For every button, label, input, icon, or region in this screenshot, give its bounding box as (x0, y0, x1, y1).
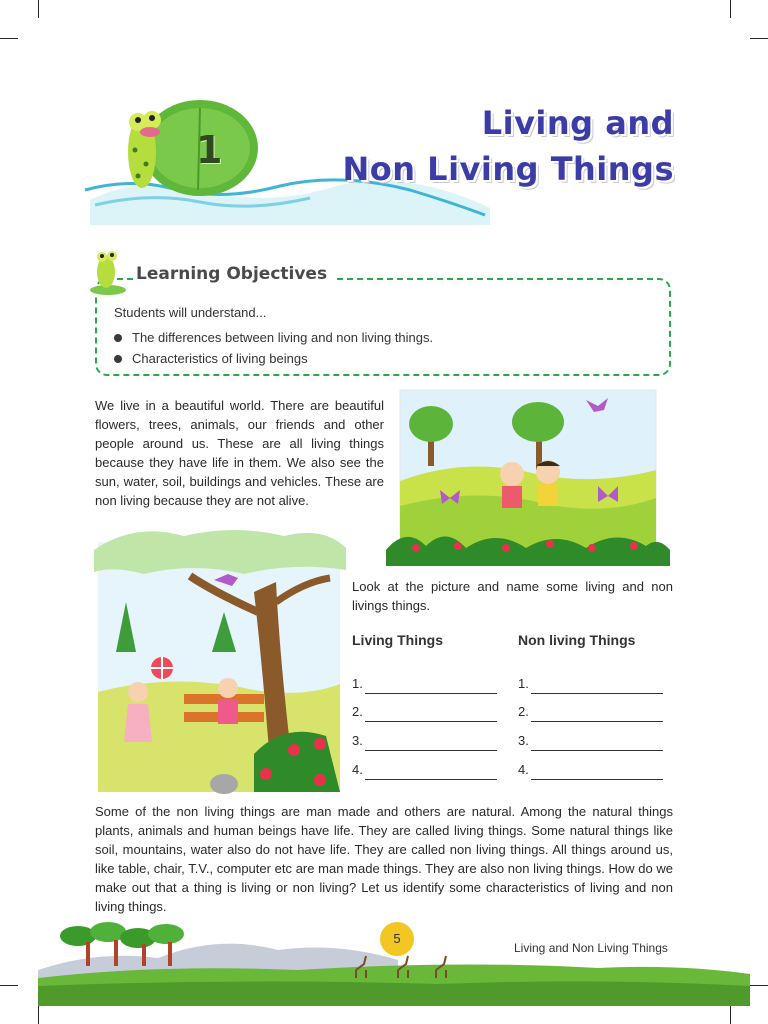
chapter-title-line2: Non Living Things (342, 150, 674, 188)
crop-mark (730, 1006, 731, 1024)
row-number: 1. (352, 676, 363, 691)
crop-mark (38, 1006, 39, 1024)
crop-mark (0, 985, 18, 986)
running-title: Living and Non Living Things (514, 941, 668, 955)
page-number-badge: 5 (380, 922, 414, 956)
row-number: 2. (518, 704, 529, 719)
living-column-heading: Living Things (352, 632, 443, 648)
crop-mark (0, 38, 18, 39)
list-item: The differences between living and non living things. (114, 327, 433, 348)
answer-line[interactable] (531, 765, 663, 780)
living-answer-row (352, 760, 497, 780)
living-answer-row (352, 702, 497, 722)
chapter-number: 1 (196, 128, 223, 172)
answer-line[interactable] (365, 679, 497, 694)
frog-icon (86, 244, 130, 296)
crop-mark (730, 0, 731, 18)
crop-mark (750, 985, 768, 986)
row-number: 1. (518, 676, 529, 691)
answer-line[interactable] (365, 707, 497, 722)
answer-line[interactable] (365, 765, 497, 780)
non-living-answer-row (518, 702, 663, 722)
answer-line[interactable] (531, 707, 663, 722)
living-answer-row (352, 674, 497, 694)
list-item: Characteristics of living beings (114, 348, 433, 369)
chapter-title (342, 100, 674, 192)
children-meadow-illustration (386, 386, 670, 566)
objectives-list (114, 327, 433, 369)
intro-paragraph: We live in a beautiful world. There are beautiful flowers, trees, animals, our friends and other people around us. These are all living things because they have life in them. We also see the sun, water, soil, buildings and vehicles. These are non living because they are not alive. (95, 398, 384, 508)
answer-line[interactable] (365, 736, 497, 751)
park-scene-illustration (94, 522, 346, 802)
chapter-title-line1: Living and (481, 104, 674, 142)
non-living-answer-row (518, 731, 663, 751)
row-number: 2. (352, 704, 363, 719)
answer-line[interactable] (531, 679, 663, 694)
non-living-answer-row (518, 760, 663, 780)
row-number: 3. (518, 733, 529, 748)
objectives-intro: Students will understand... (114, 305, 267, 320)
activity-question: Look at the picture and name some living and non livings things. (352, 579, 673, 613)
body-paragraph: Some of the non living things are man made and others are natural. Among the natural things plants, animals and human beings have life. They are called living things. Some natural things like soil, mountains, water also do not have life. They are called non living things. All things around us, like table, chair, T.V., computer etc are man made things. They are also non living things. How do we make out that a thing is living or non living? Let us identify some characteristics of living and non living things. (95, 804, 673, 914)
row-number: 3. (352, 733, 363, 748)
row-number: 4. (352, 762, 363, 777)
crop-mark (38, 0, 39, 18)
living-answer-row (352, 731, 497, 751)
row-number: 4. (518, 762, 529, 777)
objectives-heading: Learning Objectives (136, 264, 333, 284)
answer-line[interactable] (531, 736, 663, 751)
non-living-column-heading: Non living Things (518, 632, 636, 648)
non-living-answer-row (518, 674, 663, 694)
crop-mark (750, 38, 768, 39)
